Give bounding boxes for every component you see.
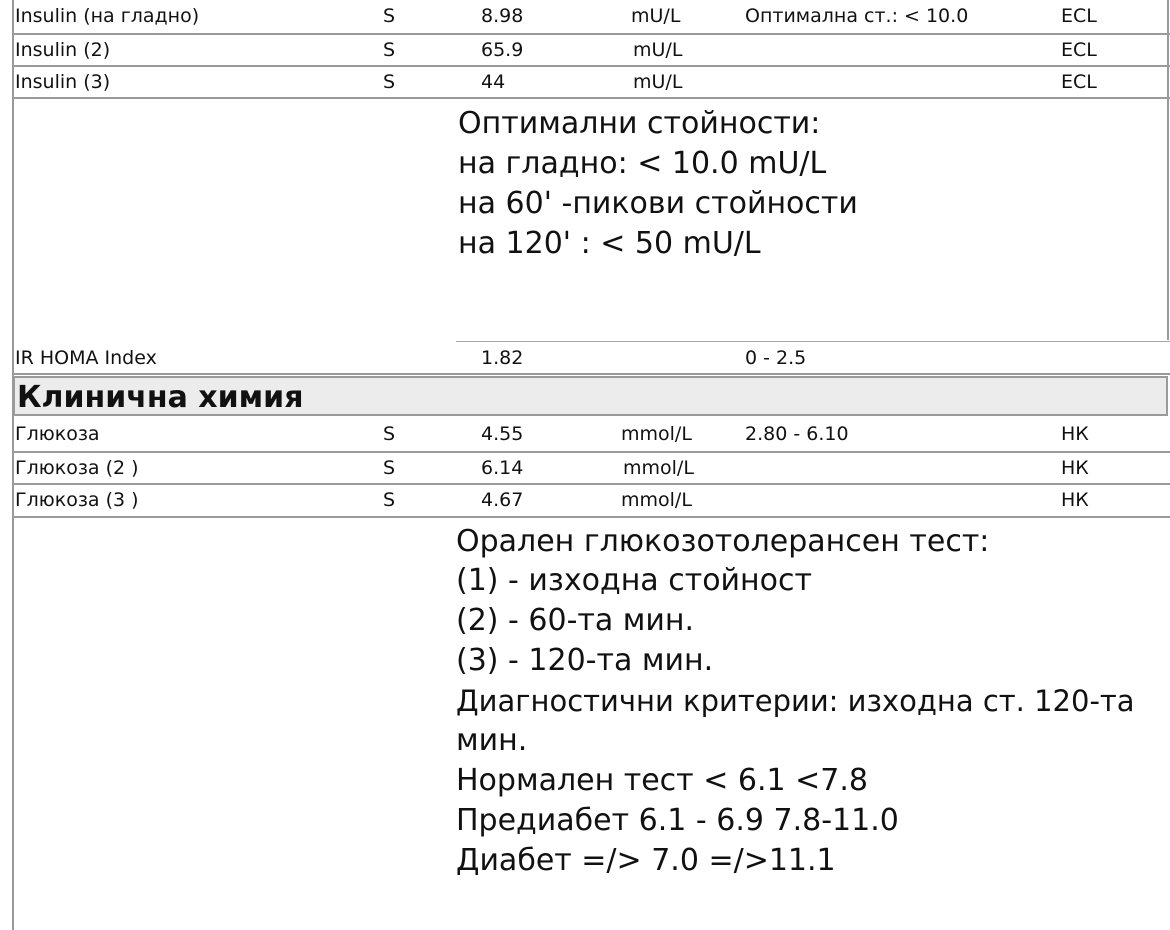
table-row <box>13 452 1170 484</box>
result-value: 1.82 <box>481 347 524 369</box>
result-value: 44 <box>481 71 506 93</box>
lab-code: ECL <box>1061 5 1097 27</box>
glucose-note-line: (1) - изходна стойност <box>456 563 812 598</box>
row-divider <box>12 516 1170 518</box>
test-name: Глюкоза (3 ) <box>15 489 139 511</box>
test-name: Глюкоза <box>15 423 100 445</box>
result-value: 6.14 <box>481 457 524 479</box>
insulin-note-line: на гладно: < 10.0 mU/L <box>458 146 827 181</box>
result-value: 65.9 <box>481 39 524 61</box>
test-name: Insulin (3) <box>15 71 111 93</box>
test-name: Глюкоза (2 ) <box>15 457 139 479</box>
sample-type: S <box>383 71 396 93</box>
table-row <box>13 66 1170 98</box>
section-title: Клинична химия <box>17 380 304 415</box>
lab-code: НК <box>1061 457 1089 479</box>
glucose-note-line: Диабет =/> 7.0 =/>11.1 <box>456 843 836 878</box>
result-unit: mU/L <box>631 5 681 27</box>
lab-code: ECL <box>1061 71 1097 93</box>
result-unit: mmol/L <box>621 423 692 445</box>
result-unit: mmol/L <box>621 489 692 511</box>
result-unit: mU/L <box>633 39 683 61</box>
reference-range: Оптимална ст.: < 10.0 <box>745 5 969 27</box>
test-name: IR HOMA Index <box>15 347 157 369</box>
insulin-note-line: на 120' : < 50 mU/L <box>458 226 761 261</box>
reference-range: 0 - 2.5 <box>745 347 807 369</box>
glucose-note-line: Орален глюкозотолерансен тест: <box>456 524 990 559</box>
sample-type: S <box>383 5 396 27</box>
table-row <box>13 418 1170 450</box>
row-divider <box>12 97 1170 99</box>
sample-type: S <box>383 39 396 61</box>
sample-type: S <box>383 489 396 511</box>
result-value: 4.55 <box>481 423 524 445</box>
test-name: Insulin (на гладно) <box>15 5 200 27</box>
section-header <box>13 376 1168 416</box>
sample-type: S <box>383 457 396 479</box>
glucose-note-line: Предиабет 6.1 - 6.9 7.8-11.0 <box>456 803 899 838</box>
lab-code: НК <box>1061 423 1089 445</box>
table-row <box>13 0 1170 32</box>
glucose-note-line: Диагностични критерии: изходна ст. 120-та <box>456 684 1135 718</box>
result-unit: mU/L <box>633 71 683 93</box>
sample-type: S <box>383 423 396 445</box>
result-unit: mmol/L <box>623 457 694 479</box>
insulin-note-line: Оптимални стойности: <box>458 106 821 141</box>
test-name: Insulin (2) <box>15 39 111 61</box>
glucose-note-line: (2) - 60-та мин. <box>456 603 695 638</box>
reference-range: 2.80 - 6.10 <box>745 423 849 445</box>
glucose-note-line: Нормален тест < 6.1 <7.8 <box>456 763 868 798</box>
glucose-note-line: (3) - 120-та мин. <box>456 643 714 678</box>
table-row <box>13 34 1170 66</box>
glucose-note-line: мин. <box>456 723 528 758</box>
result-value: 4.67 <box>481 489 524 511</box>
table-row <box>13 342 1170 374</box>
lab-code: ECL <box>1061 39 1097 61</box>
table-row <box>13 484 1170 516</box>
insulin-note-line: на 60' -пикови стойности <box>458 186 858 221</box>
result-value: 8.98 <box>481 5 524 27</box>
lab-code: НК <box>1061 489 1089 511</box>
row-divider <box>12 373 1170 375</box>
